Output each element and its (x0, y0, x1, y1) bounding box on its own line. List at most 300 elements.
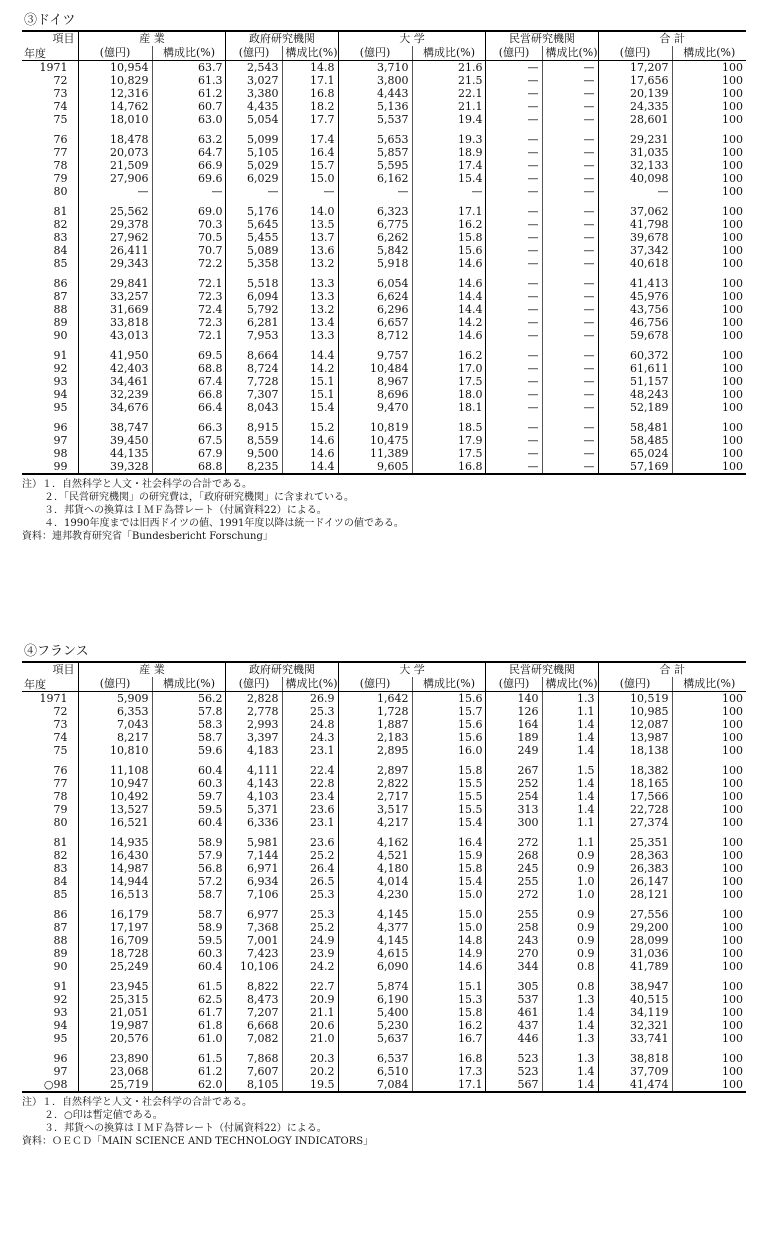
total-value-cell: 37,342 (598, 244, 672, 257)
total-value-cell: 40,618 (598, 257, 672, 270)
government-ratio-cell: 13.3 (282, 277, 338, 290)
industry-value-cell: 34,676 (78, 401, 152, 414)
private-value-cell: 300 (486, 816, 542, 829)
year-cell: 1971 (39, 692, 68, 705)
table-row (22, 61, 746, 75)
corner-header (22, 31, 78, 60)
industry-ratio-cell: 56.8 (152, 862, 226, 875)
year-cell: 75 (53, 113, 68, 126)
total-ratio-cell: 100 (672, 816, 746, 829)
private-ratio-cell: — (542, 205, 598, 218)
university-ratio-cell: 15.6 (412, 244, 486, 257)
year-cell: 85 (53, 257, 68, 270)
university-ratio-cell: 15.7 (412, 705, 486, 718)
private-ratio-cell: — (542, 257, 598, 270)
private-ratio-cell: 1.4 (542, 718, 598, 731)
table-row (22, 934, 746, 947)
private-value-cell: — (486, 231, 542, 244)
year-cell: 86 (53, 908, 68, 921)
ratio-label: 構成比(%) (542, 677, 598, 692)
total-value-cell: 28,121 (598, 888, 672, 901)
private-ratio-cell: 1.3 (542, 692, 598, 706)
ratio-label: 構成比(%) (412, 46, 486, 61)
table-row (22, 888, 746, 901)
government-value-cell: 7,728 (226, 375, 282, 388)
ratio-label: 構成比(%) (412, 677, 486, 692)
government-value-cell: 4,183 (226, 744, 282, 757)
government-ratio-cell: 14.0 (282, 205, 338, 218)
table-row (22, 1032, 746, 1045)
industry-value-cell: 21,509 (78, 159, 152, 172)
government-value-cell: 9,500 (226, 447, 282, 460)
industry-ratio-cell: 66.9 (152, 159, 226, 172)
private-ratio-cell: — (542, 172, 598, 185)
industry-value-cell: 41,950 (78, 349, 152, 362)
year-cell: 97 (53, 1065, 68, 1078)
industry-ratio-cell: 56.2 (152, 692, 226, 706)
private-ratio-cell: 1.1 (542, 836, 598, 849)
total-value-cell: 28,601 (598, 113, 672, 126)
university-ratio-cell: 15.5 (412, 777, 486, 790)
private-value-cell: — (486, 74, 542, 87)
industry-value-cell: 25,719 (78, 1078, 152, 1092)
industry-value-cell: 20,073 (78, 146, 152, 159)
total-value-cell: 28,363 (598, 849, 672, 862)
university-value-cell: 4,217 (338, 816, 412, 829)
private-ratio-cell: — (542, 434, 598, 447)
government-ratio-cell: 15.7 (282, 159, 338, 172)
private-ratio-cell: 1.3 (542, 1032, 598, 1045)
industry-ratio-cell: 61.2 (152, 87, 226, 100)
total-value-cell: 34,119 (598, 1006, 672, 1019)
university-ratio-cell: 14.6 (412, 329, 486, 342)
total-value-cell: 33,741 (598, 1032, 672, 1045)
year-cell: 80 (53, 816, 68, 829)
private-value-cell: — (486, 146, 542, 159)
industry-value-cell: 33,257 (78, 290, 152, 303)
total-ratio-cell: 100 (672, 744, 746, 757)
year-cell: 92 (53, 362, 68, 375)
table-row (22, 960, 746, 973)
private-ratio-cell: 0.8 (542, 980, 598, 993)
government-value-cell: 3,397 (226, 731, 282, 744)
ratio-label: 構成比(%) (672, 46, 746, 61)
industry-ratio-cell: 62.5 (152, 993, 226, 1006)
university-ratio-cell: 16.2 (412, 218, 486, 231)
year-cell: 74 (53, 100, 68, 113)
total-ratio-cell: 100 (672, 218, 746, 231)
industry-ratio-cell: 61.2 (152, 1065, 226, 1078)
government-ratio-cell: 13.3 (282, 290, 338, 303)
government-ratio-cell: 20.3 (282, 1052, 338, 1065)
private-ratio-cell: — (542, 362, 598, 375)
table-row (22, 388, 746, 401)
total-ratio-cell: 100 (672, 718, 746, 731)
government-value-cell: 5,099 (226, 133, 282, 146)
university-value-cell: 9,605 (338, 460, 412, 474)
row-gap (22, 757, 746, 764)
industry-value-cell: 27,962 (78, 231, 152, 244)
total-value-cell: — (598, 185, 672, 198)
industry-value-cell: 19,987 (78, 1019, 152, 1032)
private-value-cell: 243 (486, 934, 542, 947)
industry-ratio-cell: 72.1 (152, 329, 226, 342)
total-value-cell: 41,474 (598, 1078, 672, 1092)
total-ratio-cell: 100 (672, 777, 746, 790)
industry-value-cell: 13,527 (78, 803, 152, 816)
university-ratio-cell: 15.8 (412, 862, 486, 875)
government-ratio-cell: 24.3 (282, 731, 338, 744)
ratio-label: 構成比(%) (542, 46, 598, 61)
government-ratio-cell: 13.5 (282, 218, 338, 231)
table-row (22, 290, 746, 303)
university-value-cell: 5,874 (338, 980, 412, 993)
row-gap (22, 126, 746, 133)
industry-value-cell: 31,669 (78, 303, 152, 316)
university-ratio-cell: 16.7 (412, 1032, 486, 1045)
university-value-cell: 6,537 (338, 1052, 412, 1065)
year-cell: 77 (53, 146, 68, 159)
government-ratio-cell: 24.9 (282, 934, 338, 947)
university-ratio-cell: 15.3 (412, 993, 486, 1006)
total-value-cell: 41,789 (598, 960, 672, 973)
university-ratio-cell: 21.5 (412, 74, 486, 87)
government-value-cell: 5,176 (226, 205, 282, 218)
industry-value-cell: 16,179 (78, 908, 152, 921)
table-body (22, 692, 746, 1093)
year-cell: 96 (53, 421, 68, 434)
total-ratio-cell: 100 (672, 692, 746, 706)
industry-ratio-cell: 61.8 (152, 1019, 226, 1032)
university-value-cell: 4,377 (338, 921, 412, 934)
private-value-cell: 258 (486, 921, 542, 934)
university-ratio-cell: 14.2 (412, 316, 486, 329)
notes (22, 478, 746, 543)
industry-ratio-cell: 59.5 (152, 803, 226, 816)
government-value-cell: 6,971 (226, 862, 282, 875)
industry-value-cell: 43,013 (78, 329, 152, 342)
government-value-cell: 6,094 (226, 290, 282, 303)
private-ratio-cell: 1.1 (542, 705, 598, 718)
unit-label: (億円) (338, 46, 412, 61)
table-row (22, 434, 746, 447)
university-value-cell: 1,887 (338, 718, 412, 731)
industry-value-cell: 17,197 (78, 921, 152, 934)
government-value-cell: 4,111 (226, 764, 282, 777)
private-value-cell: 461 (486, 1006, 542, 1019)
industry-ratio-cell: 66.3 (152, 421, 226, 434)
private-value-cell: — (486, 362, 542, 375)
private-value-cell: — (486, 87, 542, 100)
government-value-cell: 10,106 (226, 960, 282, 973)
industry-value-cell: 42,403 (78, 362, 152, 375)
year-cell: 72 (53, 705, 68, 718)
university-value-cell: 2,822 (338, 777, 412, 790)
industry-value-cell: 14,987 (78, 862, 152, 875)
total-ratio-cell: 100 (672, 460, 746, 474)
private-value-cell: 245 (486, 862, 542, 875)
year-cell: 87 (53, 921, 68, 934)
table-row (22, 777, 746, 790)
item-label: 項目 (52, 32, 75, 45)
industry-value-cell: 10,492 (78, 790, 152, 803)
private-ratio-cell: 1.4 (542, 1006, 598, 1019)
total-ratio-cell: 100 (672, 803, 746, 816)
year-cell: ○98 (22, 1078, 78, 1092)
note-line: 資料：連邦教育研究省「Bundesbericht Forschung」 (22, 531, 273, 542)
industry-value-cell: 25,315 (78, 993, 152, 1006)
government-ratio-cell: 25.3 (282, 705, 338, 718)
private-value-cell: — (486, 388, 542, 401)
government-value-cell: 5,455 (226, 231, 282, 244)
industry-ratio-cell: 72.3 (152, 290, 226, 303)
university-value-cell: 5,842 (338, 244, 412, 257)
year-cell: 86 (53, 277, 68, 290)
year-cell: 88 (53, 934, 68, 947)
table-row (22, 718, 746, 731)
industry-value-cell: 12,316 (78, 87, 152, 100)
private-value-cell: 267 (486, 764, 542, 777)
university-ratio-cell: 16.2 (412, 1019, 486, 1032)
industry-value-cell: 10,810 (78, 744, 152, 757)
private-ratio-cell: 1.4 (542, 1019, 598, 1032)
university-value-cell: 6,510 (338, 1065, 412, 1078)
university-value-cell: 4,145 (338, 934, 412, 947)
table-row (22, 980, 746, 993)
row-gap (22, 270, 746, 277)
university-value-cell: 6,054 (338, 277, 412, 290)
industry-value-cell: 18,478 (78, 133, 152, 146)
industry-value-cell: 25,249 (78, 960, 152, 973)
university-ratio-cell: 18.0 (412, 388, 486, 401)
note-line: 注）１．自然科学と人文・社会科学の合計である。 (22, 1097, 252, 1108)
private-ratio-cell: 1.3 (542, 1052, 598, 1065)
total-ratio-cell: 100 (672, 329, 746, 342)
total-ratio-cell: 100 (672, 849, 746, 862)
government-value-cell: 5,371 (226, 803, 282, 816)
government-ratio-cell: 16.4 (282, 146, 338, 159)
university-value-cell: 4,521 (338, 849, 412, 862)
total-value-cell: 18,165 (598, 777, 672, 790)
total-ratio-cell: 100 (672, 921, 746, 934)
government-value-cell: 6,977 (226, 908, 282, 921)
private-ratio-cell: — (542, 185, 598, 198)
private-ratio-cell: — (542, 87, 598, 100)
private-value-cell: — (486, 375, 542, 388)
germany-section (22, 12, 746, 543)
private-ratio-cell: — (542, 290, 598, 303)
government-value-cell: 7,953 (226, 329, 282, 342)
university-value-cell: 10,819 (338, 421, 412, 434)
university-ratio-cell: 18.9 (412, 146, 486, 159)
table-row (22, 460, 746, 474)
year-cell: 79 (53, 172, 68, 185)
row-gap (22, 973, 746, 980)
col-university: 大 学 (338, 662, 486, 677)
note-line: ３．邦貨への換算はＩＭＦ為替レート（付属資料22）による。 (44, 505, 327, 516)
university-value-cell: 5,653 (338, 133, 412, 146)
university-value-cell: 6,323 (338, 205, 412, 218)
industry-value-cell: 38,747 (78, 421, 152, 434)
total-value-cell: 45,976 (598, 290, 672, 303)
total-value-cell: 13,987 (598, 731, 672, 744)
industry-ratio-cell: 69.5 (152, 349, 226, 362)
table-row (22, 362, 746, 375)
industry-ratio-cell: 70.3 (152, 218, 226, 231)
table-row (22, 74, 746, 87)
government-ratio-cell: 26.4 (282, 862, 338, 875)
government-value-cell: 7,423 (226, 947, 282, 960)
year-cell: 78 (53, 790, 68, 803)
private-value-cell: — (486, 100, 542, 113)
government-value-cell: 8,043 (226, 401, 282, 414)
industry-value-cell: 33,818 (78, 316, 152, 329)
university-value-cell: 8,967 (338, 375, 412, 388)
year-cell: 76 (53, 133, 68, 146)
note-line: ３．邦貨への換算はＩＭＦ為替レート（付属資料22）による。 (44, 1123, 327, 1134)
university-ratio-cell: 22.1 (412, 87, 486, 100)
government-ratio-cell: 13.4 (282, 316, 338, 329)
university-value-cell: 4,145 (338, 908, 412, 921)
note-line: ２．○印は暫定値である。 (44, 1110, 163, 1121)
industry-value-cell: 18,010 (78, 113, 152, 126)
table-row (22, 862, 746, 875)
total-ratio-cell: 100 (672, 100, 746, 113)
industry-ratio-cell: 61.5 (152, 980, 226, 993)
rd-table-france (22, 661, 746, 1093)
year-cell: 78 (53, 159, 68, 172)
government-ratio-cell: — (282, 185, 338, 198)
industry-ratio-cell: 58.7 (152, 908, 226, 921)
government-value-cell: 2,828 (226, 692, 282, 706)
private-ratio-cell: 0.9 (542, 849, 598, 862)
government-ratio-cell: 25.2 (282, 921, 338, 934)
university-ratio-cell: 15.4 (412, 875, 486, 888)
government-ratio-cell: 13.2 (282, 303, 338, 316)
private-ratio-cell: 0.9 (542, 934, 598, 947)
private-ratio-cell: — (542, 218, 598, 231)
col-private: 民営研究機関 (486, 31, 598, 46)
university-ratio-cell: 16.4 (412, 836, 486, 849)
private-value-cell: — (486, 257, 542, 270)
year-cell: 80 (53, 185, 68, 198)
industry-value-cell: 21,051 (78, 1006, 152, 1019)
government-ratio-cell: 14.2 (282, 362, 338, 375)
industry-ratio-cell: 68.8 (152, 362, 226, 375)
industry-ratio-cell: 57.9 (152, 849, 226, 862)
university-ratio-cell: 15.5 (412, 803, 486, 816)
university-value-cell: 5,918 (338, 257, 412, 270)
total-ratio-cell: 100 (672, 185, 746, 198)
government-ratio-cell: 16.8 (282, 87, 338, 100)
total-value-cell: 61,611 (598, 362, 672, 375)
industry-value-cell: 34,461 (78, 375, 152, 388)
total-ratio-cell: 100 (672, 1006, 746, 1019)
table-row (22, 205, 746, 218)
university-value-cell: 6,775 (338, 218, 412, 231)
government-value-cell: 5,645 (226, 218, 282, 231)
industry-ratio-cell: 60.4 (152, 764, 226, 777)
industry-ratio-cell: 57.8 (152, 705, 226, 718)
government-value-cell: 7,868 (226, 1052, 282, 1065)
university-ratio-cell: 15.0 (412, 908, 486, 921)
private-ratio-cell: — (542, 113, 598, 126)
total-value-cell: 57,169 (598, 460, 672, 474)
university-ratio-cell: 15.1 (412, 980, 486, 993)
total-ratio-cell: 100 (672, 303, 746, 316)
row-gap (22, 342, 746, 349)
private-value-cell: — (486, 133, 542, 146)
private-value-cell: 249 (486, 744, 542, 757)
government-ratio-cell: 22.8 (282, 777, 338, 790)
industry-ratio-cell: 58.9 (152, 836, 226, 849)
private-ratio-cell: — (542, 316, 598, 329)
total-ratio-cell: 100 (672, 908, 746, 921)
government-ratio-cell: 15.2 (282, 421, 338, 434)
government-ratio-cell: 14.8 (282, 61, 338, 75)
total-value-cell: 32,321 (598, 1019, 672, 1032)
corner-header (22, 662, 78, 691)
government-value-cell: 8,915 (226, 421, 282, 434)
private-ratio-cell: — (542, 349, 598, 362)
industry-value-cell: 23,068 (78, 1065, 152, 1078)
industry-ratio-cell: 60.4 (152, 816, 226, 829)
year-cell: 90 (53, 960, 68, 973)
industry-value-cell: 8,217 (78, 731, 152, 744)
industry-ratio-cell: 61.5 (152, 1052, 226, 1065)
table-row (22, 790, 746, 803)
private-ratio-cell: — (542, 447, 598, 460)
private-value-cell: — (486, 205, 542, 218)
industry-ratio-cell: 69.0 (152, 205, 226, 218)
industry-value-cell: 6,353 (78, 705, 152, 718)
table-row (22, 816, 746, 829)
industry-ratio-cell: 58.9 (152, 921, 226, 934)
government-value-cell: 8,473 (226, 993, 282, 1006)
university-value-cell: — (338, 185, 412, 198)
total-ratio-cell: 100 (672, 172, 746, 185)
table-row (22, 731, 746, 744)
industry-ratio-cell: 60.4 (152, 960, 226, 973)
section-title: ④フランス (24, 644, 89, 659)
total-value-cell: 40,515 (598, 993, 672, 1006)
private-value-cell: — (486, 316, 542, 329)
total-ratio-cell: 100 (672, 375, 746, 388)
private-value-cell: 126 (486, 705, 542, 718)
total-value-cell: 51,157 (598, 375, 672, 388)
private-ratio-cell: — (542, 133, 598, 146)
private-ratio-cell: 0.9 (542, 908, 598, 921)
total-value-cell: 17,656 (598, 74, 672, 87)
government-ratio-cell: 25.3 (282, 888, 338, 901)
government-value-cell: — (226, 185, 282, 198)
industry-ratio-cell: 58.7 (152, 731, 226, 744)
table-row (22, 277, 746, 290)
private-value-cell: 446 (486, 1032, 542, 1045)
total-ratio-cell: 100 (672, 146, 746, 159)
year-cell: 85 (53, 888, 68, 901)
private-ratio-cell: — (542, 277, 598, 290)
total-value-cell: 37,062 (598, 205, 672, 218)
industry-ratio-cell: — (152, 185, 226, 198)
private-value-cell: — (486, 401, 542, 414)
col-government: 政府研究機関 (226, 31, 338, 46)
private-ratio-cell: — (542, 146, 598, 159)
table-row (22, 146, 746, 159)
private-value-cell: 313 (486, 803, 542, 816)
private-value-cell: — (486, 159, 542, 172)
government-value-cell: 7,368 (226, 921, 282, 934)
